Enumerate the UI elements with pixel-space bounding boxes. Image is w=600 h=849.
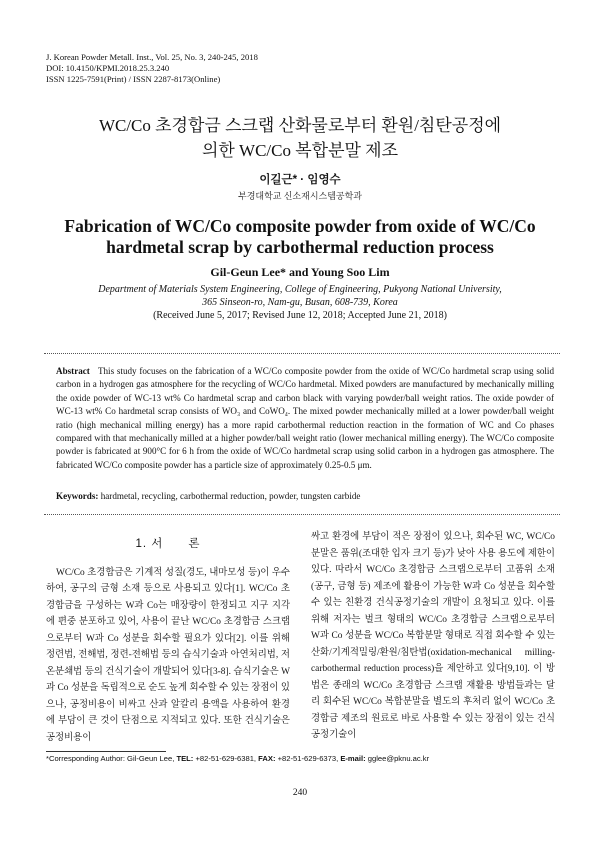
page-number: 240 [292, 788, 308, 798]
korean-affiliation: 부경대학교 신소재시스템공학과 [238, 191, 362, 201]
journal-issn: ISSN 1225-7591(Print) / ISSN 2287-8173(Online) [46, 74, 221, 84]
abstract-text: This study focuses on the fabrication of a WC/Co composite powder from the oxide of WC/Co hardmetal scrap using solid carbon in a hydrogen gas atmosphere for the recycling of WC/Co hardmetal. Mixed powders are manufactured by mechanically milling the oxide powder of WC-13 wt% Co hardmetal scrap and carbon black with varying powder/ball weight ratios. The oxide powder of WC-13 wt% Co hardmetal scrap consists of WO₃ and CoWO₄. The mixed powder mechanically milled at a lower powder/ball weight ratio (high mechanical milling energy) has a more rapid carbothermal reduction reaction in the formation of WC and Co phases compared with that mechanically milled at a higher powder/ball weight ratio (lower mechanical milling energy). The WC/Co composite powder is fabricated at 900°C for 6 h from the oxide of WC/Co hardmetal scrap using solid carbon in a hydrogen gas atmosphere. The fabricated WC/Co composite powder has a particle size of approximately 0.25-0.5 μm. [56, 366, 555, 470]
english-affiliation [0, 283, 600, 322]
footnote-rule [46, 751, 166, 752]
english-authors: Gil-Geun Lee* and Young Soo Lim [210, 265, 390, 279]
abstract-label: Abstract [56, 366, 90, 376]
footnote-label: *Corresponding Author: Gil-Geun Lee, [46, 754, 175, 763]
journal-doi: DOI: 10.4150/KPMI.2018.25.3.240 [46, 63, 170, 73]
tel-label: TEL: [176, 754, 194, 763]
email-label: E-mail: [340, 754, 366, 763]
journal-citation: J. Korean Powder Metall. Inst., Vol. 25, No. 3, 240-245, 2018 [46, 52, 258, 62]
keywords [56, 491, 554, 501]
received-dates: (Received June 5, 2017; Revised June 12, 2018; Accepted June 21, 2018) [153, 310, 447, 321]
korean-title [0, 113, 600, 163]
affiliation-line1: Department of Materials System Engineering, College of Engineering, Pukyong National University, [98, 284, 502, 295]
keywords-text: hardmetal, recycling, carbothermal reduction, powder, tungsten carbide [100, 491, 361, 501]
korean-title-line2: 의한 WC/Co 복합분말 제조 [201, 141, 399, 160]
intro-paragraph-left: WC/Co 초경합금은 기계적 성질(경도, 내마모성 등)이 우수하여, 공구의 금형 소재 등으로 사용되고 있다[1]. WC/Co 초경합금을 구성하는 W과 Co는 매장량이 한정되고 지구 지각에 편중 분포하고 있어, 사용이 끝난 WC/Co 초경합금 스크랩으로부터 W과 Co 성분을 회수할 필요가 있다[2]. 이를 위해 정련법, 전해법, 정련-전해법 등의 습식기술과 아연처리법, 저온분쇄법 등의 건식기술이 개발되어 있다[3-8]. 습식기술은 W과 Co 성분을 독립적으로 순도 높게 회수할 수 있는 장점이 있으나, 공정비용이 비싸고 산과 알칼리 용액을 사용하여 환경에 부담이 큰 것이 단점으로 지적되고 있다. 또한 건식기술은 공정비용이 [46, 567, 290, 743]
journal-info [46, 52, 258, 85]
column-left [46, 529, 290, 746]
english-title-line2: hardmetal scrap by carbothermal reduction process [106, 237, 494, 257]
fax-value: +82-51-629-6373, [277, 754, 339, 763]
corresponding-author-footnote [46, 754, 429, 763]
korean-authors: 이길근* · 임영수 [259, 174, 341, 186]
english-title [0, 216, 600, 258]
abstract [56, 365, 554, 472]
email-value: gglee@pknu.ac.kr [367, 754, 430, 763]
divider-top [44, 353, 560, 354]
tel-value: +82-51-629-6381, [195, 754, 257, 763]
section-heading: 1. 서 론 [135, 538, 201, 550]
english-title-line1: Fabrication of WC/Co composite powder from oxide of WC/Co [64, 216, 536, 236]
fax-label: FAX: [258, 754, 276, 763]
keywords-label: Keywords: [56, 491, 99, 501]
column-right [311, 529, 555, 744]
intro-paragraph-right: 싸고 환경에 부담이 적은 장점이 있으나, 회수된 WC, WC/Co 분말은 품위(조대한 입자 크기 등)가 낮아 사용 용도에 제한이 있다. 따라서 WC/Co 초경합금 스크랩으로부터 고품위 소재(공구, 금형 등) 제조에 활용이 가능한 W과 Co 성분을 회수할 수 있는 친환경 건식공정기술의 개발이 요청되고 있다. 이를 위해 저자는 벌크 형태의 WC/Co 초경합금 스크랩으로부터 W과 Co 성분을 WC/Co 복합분말 형태로 직접 회수할 수 있는 산화/기계적밀링/환원/침탄법(oxidation-mechanical milling-carbothermal reduction process)을 제안하고 있다[9,10]. 이 방법은 종래의 WC/Co 초경합금 스크랩 재활용 방법들과는 달리 회수된 WC/Co 복합분말을 별도의 후처리 없이 WC/Co 초경합금 제조의 원료로 바로 사용할 수 있는 장점이 있는 건식공정기술이 [311, 532, 555, 740]
korean-title-line1: WC/Co 초경합금 스크랩 산화물로부터 환원/침탄공정에 [98, 116, 502, 135]
divider-bottom [44, 514, 560, 515]
affiliation-line2: 365 Sinseon-ro, Nam-gu, Busan, 608-739, Korea [202, 297, 398, 308]
